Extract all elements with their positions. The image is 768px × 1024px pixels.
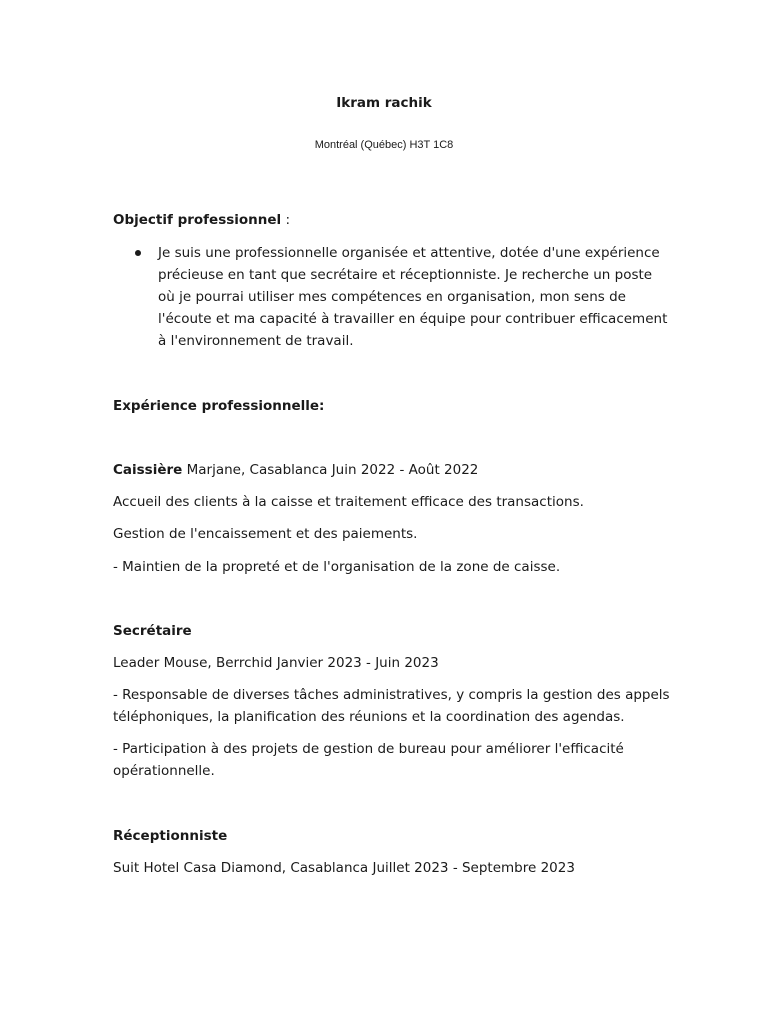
objective-heading-text: Objectif professionnel [113, 212, 282, 228]
job-1-header [113, 459, 673, 481]
job-3-title: Réceptionniste [113, 828, 228, 844]
objective-heading [113, 209, 673, 231]
job-1-details: Marjane, Casablanca Juin 2022 - Août 2022 [182, 462, 479, 478]
job-2-line-1: - Responsable de diverses tâches administratives, y compris la gestion des appels téléphoniques, la planification des réunions et la coordination des agendas. [113, 687, 670, 725]
objective-heading-suffix: : [281, 212, 291, 228]
experience-heading: Expérience professionnelle: [113, 398, 325, 414]
candidate-name: Ikram rachik [336, 95, 432, 111]
objective-list [113, 242, 673, 352]
bullet-icon [135, 250, 141, 256]
objective-bullet-text: Je suis une professionnelle organisée et attentive, dotée d'une expérience précieuse en tant que secrétaire et réceptionniste. Je recherche un poste où je pourrai utiliser mes compétences en organisation, mon sens de l'écoute et ma capacité à travailler en équipe pour contribuer efficacement à l'environnement de travail. [158, 245, 668, 349]
job-1-line-2: Gestion de l'encaissement et des paiements. [113, 526, 418, 542]
job-2-line-2: - Participation à des projets de gestion de bureau pour améliorer l'efficacité opérationnelle. [113, 741, 624, 779]
objective-bullet-item [113, 242, 673, 352]
job-1-title: Caissière [113, 462, 183, 478]
objective-section [113, 242, 673, 352]
job-2-details: Leader Mouse, Berrchid Janvier 2023 - Juin 2023 [113, 655, 439, 671]
job-1-line-3: - Maintien de la propreté et de l'organisation de la zone de caisse. [113, 559, 561, 575]
job-3-details: Suit Hotel Casa Diamond, Casablanca Juillet 2023 - Septembre 2023 [113, 860, 575, 876]
job-2-title: Secrétaire [113, 623, 192, 639]
job-1-line-1: Accueil des clients à la caisse et traitement efficace des transactions. [113, 494, 584, 510]
candidate-address: Montréal (Québec) H3T 1C8 [314, 139, 454, 151]
